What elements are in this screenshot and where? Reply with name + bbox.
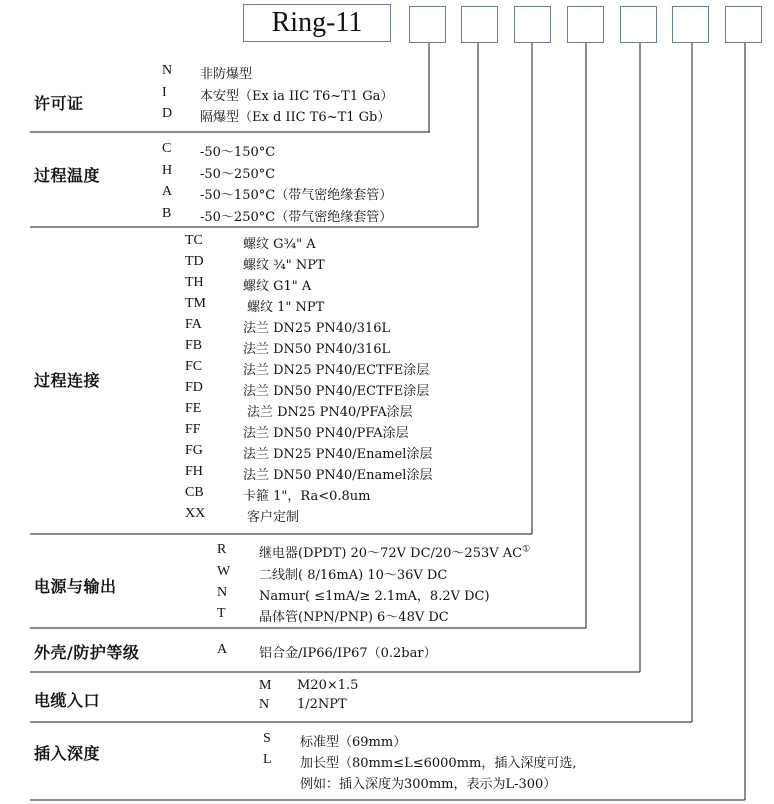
- code: M: [259, 678, 272, 693]
- section-label-temperature: 过程温度: [34, 166, 101, 185]
- code: N: [259, 697, 270, 712]
- code: FG: [185, 443, 203, 458]
- section-label-approval: 许可证: [34, 94, 84, 113]
- code: FC: [185, 359, 203, 374]
- code: XX: [185, 506, 206, 521]
- desc: 法兰 DN50 PN40/Enamel涂层: [243, 468, 433, 483]
- option-box-5: [620, 6, 657, 43]
- code: FA: [185, 317, 202, 332]
- desc: 客户定制: [247, 510, 300, 525]
- desc: 隔爆型（Ex d IIC T6~T1 Gb）: [200, 110, 391, 125]
- code: I: [162, 85, 167, 100]
- code: FB: [185, 338, 203, 353]
- code: A: [162, 184, 173, 199]
- code: TH: [185, 275, 204, 290]
- code: FH: [185, 464, 203, 479]
- desc: 螺纹 1" NPT: [247, 300, 325, 315]
- desc: 标准型（69mm）: [300, 735, 407, 750]
- desc: -50～250°C（带气密绝缘套管）: [200, 210, 393, 225]
- desc: -50～150°C: [200, 145, 276, 160]
- desc: 法兰 DN50 PN40/PFA涂层: [243, 426, 409, 441]
- desc: [259, 542, 530, 561]
- code: FE: [185, 401, 202, 416]
- desc: 螺纹 ¾" NPT: [243, 258, 325, 273]
- footnote-mark: ①: [522, 544, 531, 555]
- option-box-2: [461, 6, 498, 43]
- desc: 法兰 DN50 PN40/ECTFE涂层: [243, 384, 430, 399]
- desc: 法兰 DN25 PN40/ECTFE涂层: [243, 363, 430, 378]
- code: TD: [185, 254, 204, 269]
- code: CB: [185, 485, 204, 500]
- desc: 法兰 DN25 PN40/PFA涂层: [247, 405, 413, 420]
- code: S: [263, 731, 271, 746]
- code: TC: [185, 233, 203, 248]
- section-label-insertion: 插入深度: [34, 744, 101, 763]
- code: N: [217, 585, 228, 600]
- option-box-1: [409, 6, 446, 43]
- desc: 铝合金/IP66/IP67（0.2bar）: [259, 646, 437, 661]
- option-box-6: [672, 6, 709, 43]
- section-label-power: 电源与输出: [34, 577, 117, 596]
- code: H: [162, 163, 173, 178]
- desc: 例如：插入深度为300mm，表示为L-300）: [300, 777, 557, 792]
- desc: 1/2NPT: [297, 697, 347, 712]
- section-label-housing: 外壳/防护等级: [34, 643, 140, 662]
- desc: 卡箍 1"，Ra<0.8um: [243, 489, 371, 504]
- option-box-7: [725, 6, 762, 43]
- desc: -50～150°C（带气密绝缘套管）: [200, 188, 393, 203]
- option-box-4: [567, 6, 604, 43]
- desc: 螺纹 G¾" A: [243, 237, 316, 252]
- section-label-cable: 电缆入口: [34, 691, 101, 710]
- code: FD: [185, 380, 203, 395]
- code: T: [217, 606, 226, 621]
- desc: 晶体管(NPN/PNP) 6～48V DC: [259, 610, 449, 625]
- desc: 螺纹 G1" A: [243, 279, 312, 294]
- option-box-3: [514, 6, 551, 43]
- desc: 加长型（80mm≤L≤6000mm，插入深度可选,: [300, 756, 577, 771]
- desc: 法兰 DN25 PN40/Enamel涂层: [243, 447, 433, 462]
- code: W: [217, 564, 231, 579]
- desc: 二线制( 8/16mA) 10～36V DC: [259, 568, 448, 583]
- desc: Namur( ≤1mA/≥ 2.1mA，8.2V DC): [259, 589, 490, 604]
- code: D: [162, 106, 173, 121]
- code: C: [162, 141, 172, 156]
- desc: 非防爆型: [200, 67, 253, 82]
- code: TM: [185, 296, 206, 311]
- desc: -50～250°C: [200, 167, 276, 182]
- desc: 法兰 DN25 PN40/316L: [243, 321, 391, 336]
- desc: 法兰 DN50 PN40/316L: [243, 342, 391, 357]
- code: B: [162, 206, 172, 221]
- code: A: [217, 642, 228, 657]
- code: R: [217, 542, 227, 557]
- code: N: [162, 63, 173, 78]
- model-name: Ring-11: [243, 4, 391, 42]
- desc-text: 继电器(DPDT) 20～72V DC/20～253V AC: [259, 546, 523, 561]
- code: FF: [185, 422, 201, 437]
- code: L: [263, 752, 272, 767]
- desc: 本安型（Ex ia IIC T6~T1 Ga）: [200, 89, 394, 104]
- desc: M20×1.5: [297, 678, 359, 693]
- section-label-connection: 过程连接: [34, 371, 101, 390]
